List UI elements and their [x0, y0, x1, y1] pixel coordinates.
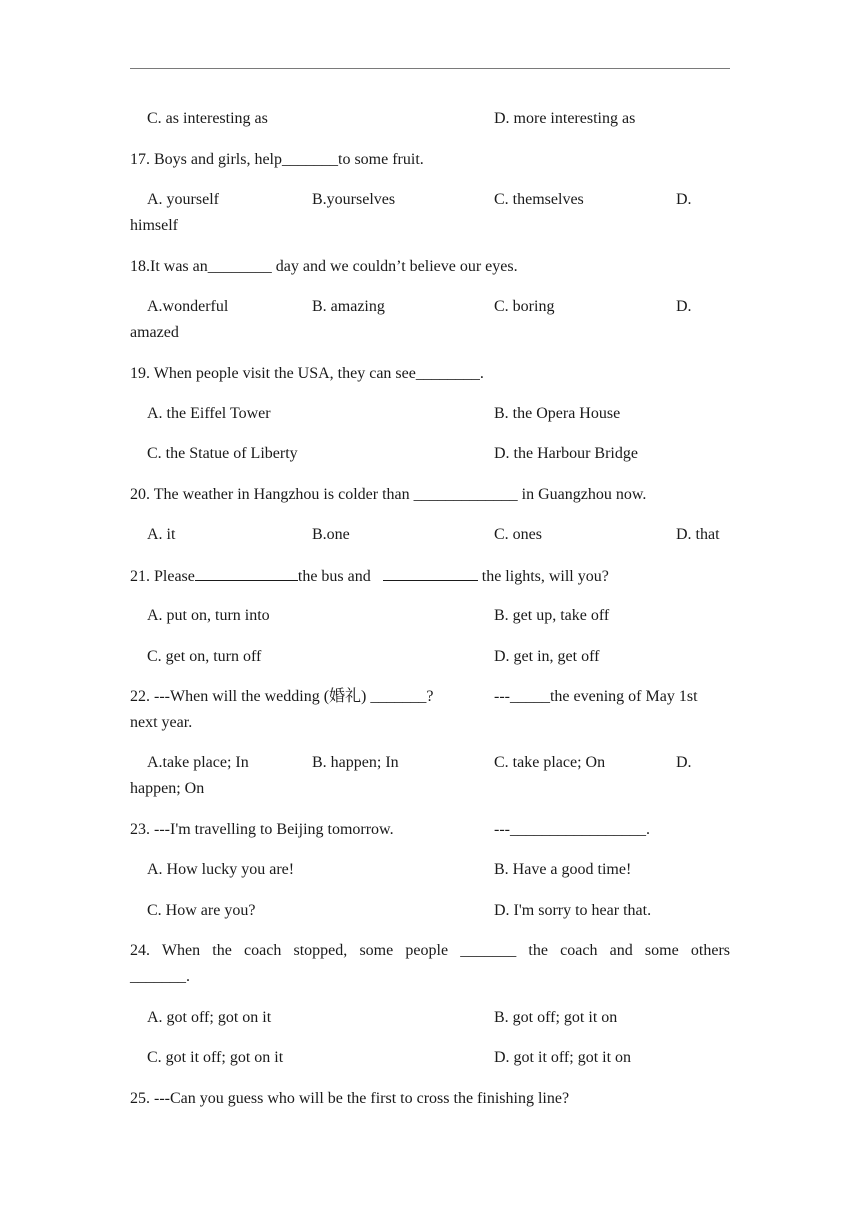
q24-option-c: C. got it off; got on it: [147, 1049, 284, 1066]
q17-option-d-continued: himself: [130, 217, 178, 234]
q22-option-a: A.take place; In: [147, 754, 249, 771]
q23-stem-answer: ---_________________.: [494, 821, 650, 838]
q23-option-a: A. How lucky you are!: [147, 861, 295, 878]
q23-option-b: B. Have a good time!: [494, 861, 632, 878]
q24-stem: 24. When the coach stopped, some people _______ the coach and some others: [130, 942, 730, 959]
q19-option-a: A. the Eiffel Tower: [147, 405, 271, 422]
q23-option-c: C. How are you?: [147, 902, 256, 919]
q16-option-c: C. as interesting as: [147, 110, 268, 127]
q17-option-b: B.yourselves: [312, 191, 396, 208]
q24-option-b: B. got off; got it on: [494, 1009, 618, 1026]
q20-option-d: D. that: [676, 526, 720, 543]
q18-option-a: A.wonderful: [147, 298, 229, 315]
q22-option-c: C. take place; On: [494, 754, 606, 771]
q21-blank-2: [383, 566, 478, 581]
q20-stem: 20. The weather in Hangzhou is colder than _____________ in Guangzhou now.: [130, 486, 647, 503]
q18-option-b: B. amazing: [312, 298, 385, 315]
q18-option-d-continued: amazed: [130, 324, 179, 341]
q21-stem: 21. Please the bus and the lights, will you?: [130, 568, 609, 585]
q21-option-a: A. put on, turn into: [147, 607, 270, 624]
q23-stem-question: 23. ---I'm travelling to Beijing tomorrow.: [130, 821, 394, 838]
q22-option-b: B. happen; In: [312, 754, 399, 771]
q17-option-d: D.: [676, 191, 692, 208]
q19-stem: 19. When people visit the USA, they can see________.: [130, 365, 484, 382]
q21-option-b: B. get up, take off: [494, 607, 610, 624]
q23-option-d: D. I'm sorry to hear that.: [494, 902, 652, 919]
q17-option-a: A. yourself: [147, 191, 219, 208]
q24-option-a: A. got off; got on it: [147, 1009, 272, 1026]
q18-stem: 18.It was an________ day and we couldn’t believe our eyes.: [130, 258, 518, 275]
q22-option-d: D.: [676, 754, 692, 771]
q24-stem-continued: _______.: [130, 968, 190, 985]
header-rule: [130, 68, 730, 69]
q21-option-d: D. get in, get off: [494, 648, 600, 665]
q19-option-c: C. the Statue of Liberty: [147, 445, 298, 462]
q20-option-b: B.one: [312, 526, 350, 543]
q16-option-d: D. more interesting as: [494, 110, 636, 127]
q20-option-a: A. it: [147, 526, 176, 543]
q20-option-c: C. ones: [494, 526, 542, 543]
q21-blank-1: [195, 566, 298, 581]
q19-option-d: D. the Harbour Bridge: [494, 445, 638, 462]
q22-option-d-continued: happen; On: [130, 780, 205, 797]
q22-stem-continued: next year.: [130, 714, 193, 731]
q18-option-d: D.: [676, 298, 692, 315]
q21-option-c: C. get on, turn off: [147, 648, 262, 665]
q18-option-c: C. boring: [494, 298, 555, 315]
q25-stem: 25. ---Can you guess who will be the first to cross the finishing line?: [130, 1090, 570, 1107]
q22-stem-question: 22. ---When will the wedding (婚礼) _______?: [130, 688, 434, 705]
q24-option-d: D. got it off; got it on: [494, 1049, 632, 1066]
q17-stem: 17. Boys and girls, help_______to some fruit.: [130, 151, 424, 168]
q17-option-c: C. themselves: [494, 191, 584, 208]
q22-stem-answer: ---_____the evening of May 1st: [494, 688, 698, 705]
q19-option-b: B. the Opera House: [494, 405, 621, 422]
